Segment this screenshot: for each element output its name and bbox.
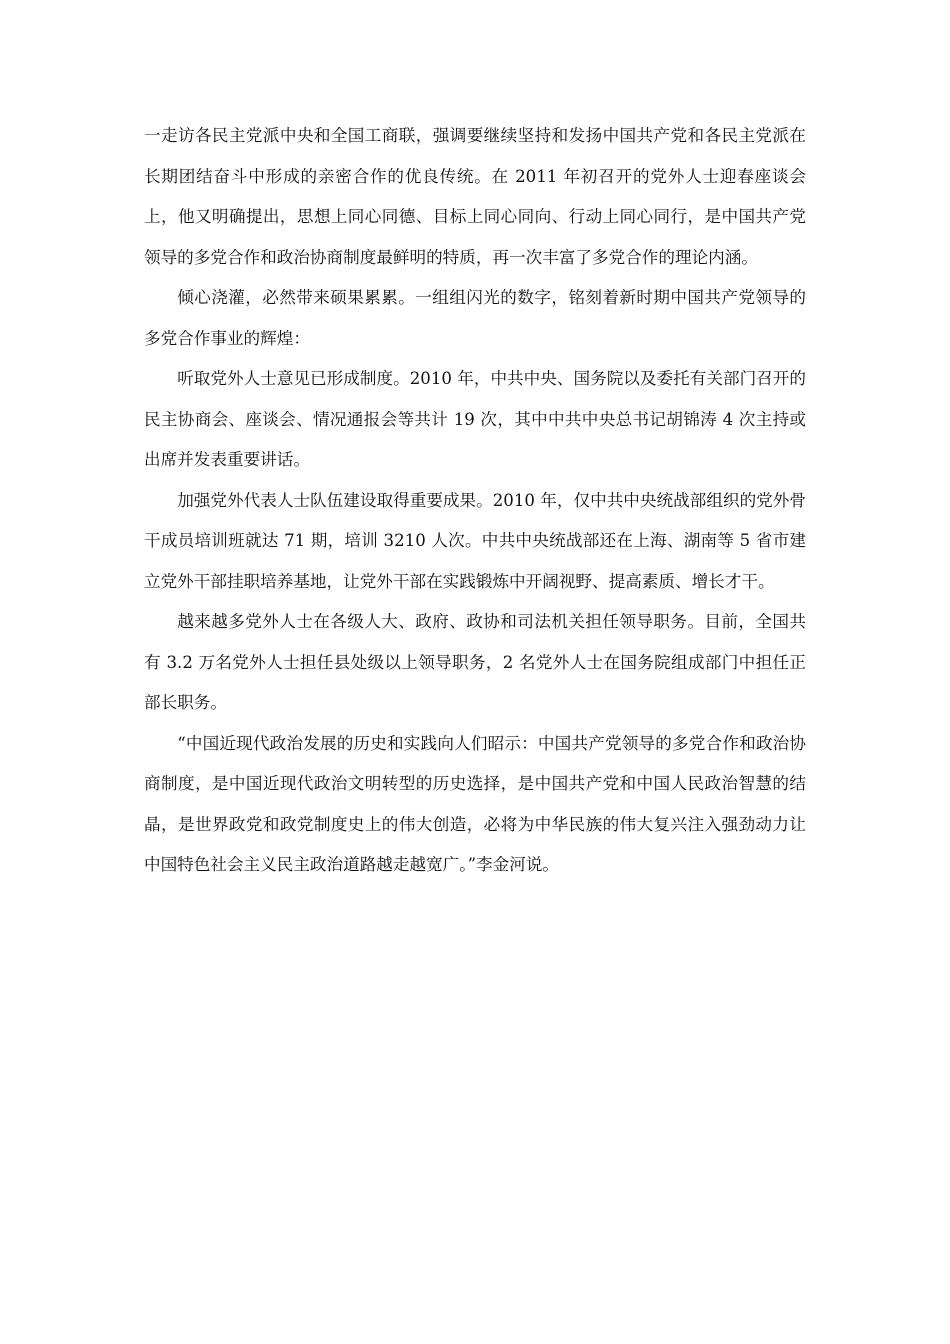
paragraph-4: 加强党外代表人士队伍建设取得重要成果。2010 年，仅中共中央统战部组织的党外骨干成员培训班就达 71 期，培训 3210 人次。中共中央统战部还在上海、湖南等 5 省市建立党外干部挂职培养基地，让党外干部在实践锻炼中开阔视野、提高素质、增长才干。 — [144, 490, 806, 591]
paragraph-6: “中国近现代政治发展的历史和实践向人们昭示：中国共产党领导的多党合作和政治协商制度，是中国近现代政治文明转型的历史选择，是中国共产党和中国人民政治智慧的结晶，是世界政党和政党制度史上的伟大创造，必将为中华民族的伟大复兴注入强劲动力让中国特色社会主义民主政治道路越走越宽广。”李金河说。 — [144, 733, 806, 874]
paragraph-1: 一走访各民主党派中央和全国工商联，强调要继续坚持和发扬中国共产党和各民主党派在长期团结奋斗中形成的亲密合作的优良传统。在 2011 年初召开的党外人士迎春座谈会上，他又明确提出，思想上同心同德、目标上同心同向、行动上同心同行，是中国共产党领导的多党合作和政治协商制度最鲜明的特质，再一次丰富了多党合作的理论内涵。 — [144, 126, 806, 267]
document-body — [144, 116, 806, 886]
paragraph-5: 越来越多党外人士在各级人大、政府、政协和司法机关担任领导职务。目前，全国共有 3.2 万名党外人士担任县处级以上领导职务，2 名党外人士在国务院组成部门中担任正部长职务。 — [144, 612, 806, 712]
paragraph-2: 倾心浇灌，必然带来硕果累累。一组组闪光的数字，铭刻着新时期中国共产党领导的多党合作事业的辉煌： — [144, 288, 806, 348]
paragraph-3: 听取党外人士意见已形成制度。2010 年，中共中央、国务院以及委托有关部门召开的民主协商会、座谈会、情况通报会等共计 19 次，其中中共中央总书记胡锦涛 4 次主持或出席并发表重要讲话。 — [144, 369, 806, 469]
